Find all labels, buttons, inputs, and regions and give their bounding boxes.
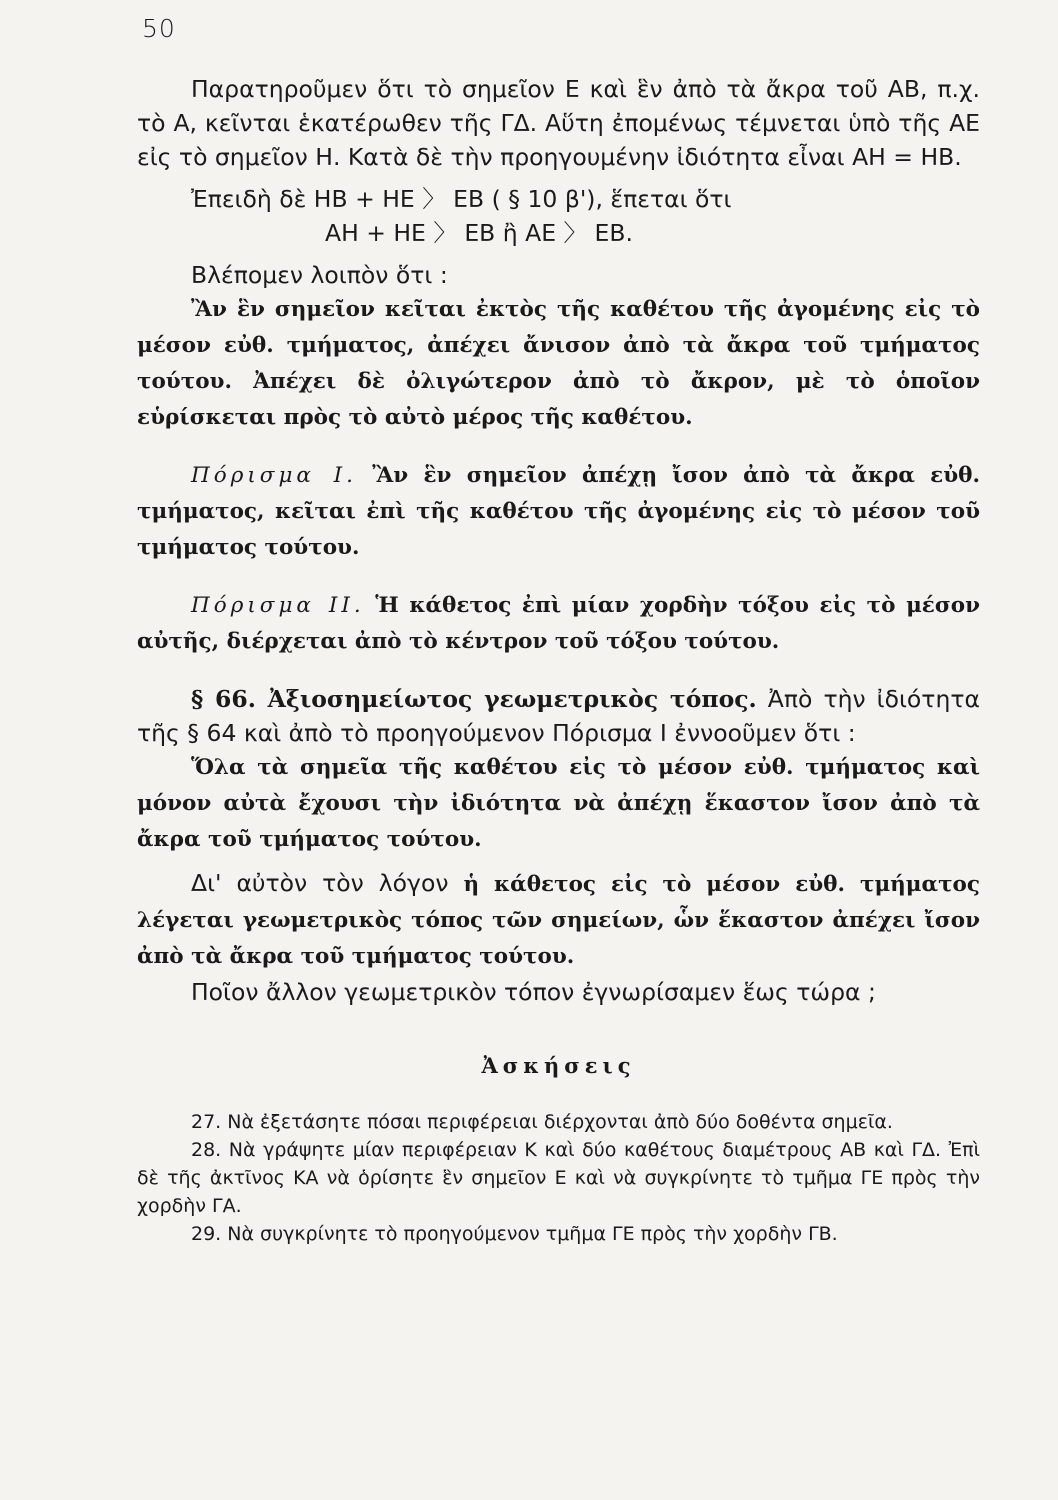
exercises-list <box>137 1108 980 1248</box>
corollary-1 <box>137 458 980 566</box>
corollary-2-text: Ἡ κάθετος ἐπὶ μίαν χορδὴν τόξου εἰς τὸ μέσον αὐτῆς, διέρχεται ἀπὸ τὸ κέντρον τοῦ τόξου τούτου. <box>137 593 980 654</box>
inequality-line-1: Ἐπειδὴ δὲ ΗΒ + ΗΕ 〉 ΕΒ ( § 10 β'), ἕπεται ὅτι <box>191 185 732 213</box>
section-66-title: § 66. Ἀξιοσημείωτος γεωμετρικὸς τόπος. <box>191 685 757 713</box>
section-66-text: Ἀπὸ τὴν ἰδιότητα τῆς § 64 καὶ ἀπὸ τὸ προηγούμενον Πόρισμα Ι ἐννοοῦμεν ὅτι : <box>137 685 980 747</box>
theorem-locus: Ὅλα τὰ σημεῖα τῆς καθέτου εἰς τὸ μέσον εὐθ. τμήματος καὶ μόνον αὐτὰ ἔχουσι τὴν ἰδιότητα νὰ ἀπέχῃ ἕκαστον ἴσον ἀπὸ τὰ ἄκρα τοῦ τμήματος τούτου. <box>137 755 980 852</box>
paragraph-we-see: Βλέπομεν λοιπὸν ὅτι : <box>191 261 448 289</box>
exercise-28: 28. Νὰ γράψητε μίαν περιφέρειαν Κ καὶ δύο καθέτους διαμέτρους ΑΒ καὶ ΓΔ. Ἐπὶ δὲ τῆς ἀκτῖνος ΚΑ νὰ ὁρίσητε ἓν σημεῖον Ε καὶ νὰ συγκρίνητε τὸ τμῆμα ΓΕ πρὸς τὴν χορδὴν ΓΑ. <box>137 1139 980 1217</box>
locus-definition-bold: ἡ κάθετος εἰς τὸ μέσον εὐθ. τμήματος λέγεται γεωμετρικὸς τόπος τῶν σημείων, ὧν ἕκαστον ἀπέχει ἴσον ἀπὸ τὰ ἄκρα τοῦ τμήματος τούτου. <box>137 872 980 969</box>
corollary-1-label: Πόρισμα Ι. <box>191 463 357 488</box>
section-66 <box>137 682 980 750</box>
corollary-1-text: Ἂν ἓν σημεῖον ἀπέχῃ ἴσον ἀπὸ τὰ ἄκρα εὐθ. τμήματος, κεῖται ἐπὶ τῆς καθέτου τῆς ἀγομένης εἰς τὸ μέσον τοῦ τμήματος τούτου. <box>137 463 980 560</box>
paragraph-question: Ποῖον ἄλλον γεωμετρικὸν τόπον ἐγνωρίσαμεν ἕως τώρα ; <box>191 978 876 1006</box>
exercises-heading: Ἀσκήσεις <box>481 1053 636 1078</box>
page-number: 50 <box>142 14 176 43</box>
page-body <box>137 72 980 1248</box>
locus-definition-intro: Δι' αὐτὸν τὸν λόγον <box>191 869 449 897</box>
paragraph-locus-definition <box>137 866 980 975</box>
exercise-27: 27. Νὰ ἐξετάσητε πόσαι περιφέρειαι διέρχονται ἀπὸ δύο δοθέντα σημεῖα. <box>191 1111 893 1133</box>
exercise-29: 29. Νὰ συγκρίνητε τὸ προηγούμενον τμῆμα ΓΕ πρὸς τὴν χορδὴν ΓΒ. <box>191 1223 838 1245</box>
inequality-line-2: ΑΗ + ΗΕ 〉 ΕΒ ἢ ΑΕ 〉 ΕΒ. <box>325 219 633 247</box>
corollary-2 <box>137 588 980 660</box>
corollary-2-label: Πόρισμα ΙΙ. <box>191 593 365 618</box>
paragraph-observation: Παρατηροῦμεν ὅτι τὸ σημεῖον Ε καὶ ἓν ἀπὸ τὰ ἄκρα τοῦ ΑΒ, π.χ. τὸ Α, κεῖνται ἑκατέρωθεν τῆς ΓΔ. Αὕτη ἐπομένως τέμνεται ὑπὸ τῆς ΑΕ εἰς τὸ σημεῖον Η. Κατὰ δὲ τὴν προηγουμένην ἰδιότητα εἶναι ΑΗ = ΗΒ. <box>137 75 980 171</box>
theorem-outside-perpendicular: Ἂν ἓν σημεῖον κεῖται ἐκτὸς τῆς καθέτου τῆς ἀγομένης εἰς τὸ μέσον εὐθ. τμήματος, ἀπέχει ἄνισον ἀπὸ τὰ ἄκρα τοῦ τμήματος τούτου. Ἀπέχει δὲ ὀλιγώτερον ἀπὸ τὸ ἄκρον, μὲ τὸ ὁποῖον εὑρίσκεται πρὸς τὸ αὐτὸ μέρος τῆς καθέτου. <box>137 297 980 430</box>
